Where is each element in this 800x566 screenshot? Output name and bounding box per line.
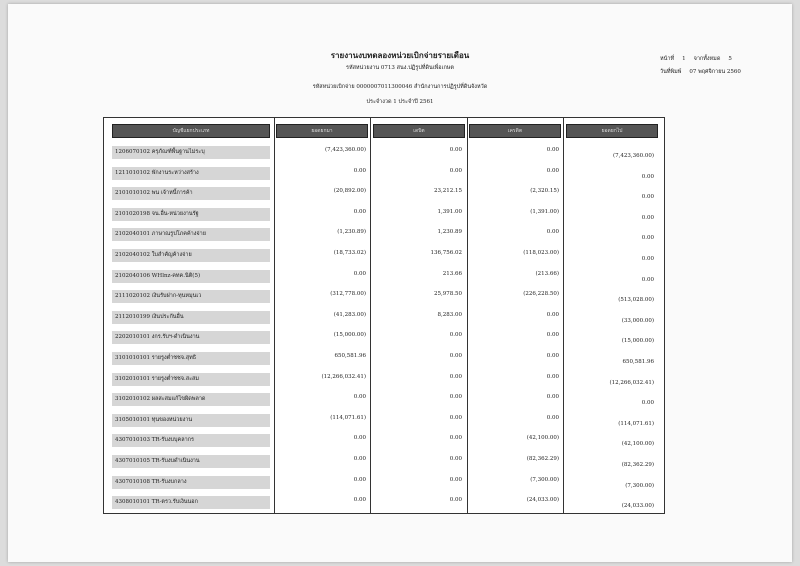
debit-cell: 213.66 bbox=[442, 270, 462, 277]
table-row bbox=[104, 247, 664, 267]
brought-forward-cell: (12,266,032.41) bbox=[321, 373, 366, 380]
debit-cell: 0.00 bbox=[449, 476, 462, 483]
table-row bbox=[104, 268, 664, 288]
credit-cell: 0.00 bbox=[546, 353, 559, 359]
credit-cell: (7,300.00) bbox=[530, 476, 559, 483]
brought-forward-cell: (1,230.89) bbox=[337, 229, 366, 236]
header-account: บัญชีแยกประเภท bbox=[112, 124, 270, 138]
credit-cell: 0.00 bbox=[546, 229, 559, 236]
account-cell: 3102010102 ผลสะสมแก้ไขผิดพลาด bbox=[112, 393, 270, 406]
credit-cell: (24,033.00) bbox=[526, 497, 559, 504]
table-row bbox=[104, 165, 664, 185]
account-cell: 2202010101 งกร.รับฯ-ดำเนินงาน bbox=[112, 331, 270, 344]
carried-forward-cell: (7,300.00) bbox=[625, 482, 654, 489]
account-cell: 1206070102 ครุภัณฑ์พื้นฐานไม่ระบุ bbox=[112, 146, 270, 159]
carried-forward-cell: 0.00 bbox=[641, 194, 654, 201]
credit-cell: (118,023.00) bbox=[523, 250, 559, 256]
credit-cell: (82,362.29) bbox=[526, 456, 559, 462]
brought-forward-cell: 0.00 bbox=[353, 497, 366, 504]
table-row bbox=[104, 144, 664, 164]
debit-cell: 0.00 bbox=[449, 373, 462, 380]
brought-forward-cell: (312,778.00) bbox=[330, 291, 366, 298]
brought-forward-cell: 0.00 bbox=[353, 270, 366, 277]
debit-cell: 0.00 bbox=[449, 394, 462, 401]
account-cell: 2102040106 WHlnz-คทค.นิติ(5) bbox=[112, 270, 270, 283]
debit-cell: 0.00 bbox=[449, 147, 462, 153]
credit-cell: 0.00 bbox=[546, 332, 559, 339]
table-row bbox=[104, 412, 664, 432]
brought-forward-cell: (15,000.00) bbox=[333, 332, 366, 339]
brought-forward-cell: 0.00 bbox=[353, 167, 366, 174]
report-title: รายงานงบทดลองหน่วยเบิกจ่ายรายเดือน bbox=[330, 50, 470, 60]
debit-cell: 0.00 bbox=[449, 332, 462, 339]
brought-forward-cell: (114,071.61) bbox=[330, 414, 366, 421]
table-row bbox=[104, 309, 664, 329]
page-number: 1 bbox=[682, 56, 686, 62]
credit-cell: 0.00 bbox=[546, 167, 559, 174]
debit-cell: 25,978.50 bbox=[434, 291, 462, 298]
carried-forward-cell: 0.00 bbox=[641, 256, 654, 262]
page-label: หน้าที่ bbox=[660, 56, 675, 62]
account-cell: 3101010101 รายรูงต่ำชชจ.สุทธิ bbox=[112, 352, 270, 365]
debit-cell: 0.00 bbox=[449, 353, 462, 359]
table-row bbox=[104, 371, 664, 391]
carried-forward-cell: (7,423,360.00) bbox=[612, 153, 654, 159]
credit-cell: (1,391.00) bbox=[530, 208, 559, 215]
credit-cell: (42,100.00) bbox=[526, 435, 559, 442]
trial-balance-table bbox=[103, 117, 665, 514]
brought-forward-cell: (7,423,360.00) bbox=[324, 147, 366, 153]
credit-cell: 0.00 bbox=[546, 373, 559, 380]
carried-forward-cell: (42,100.00) bbox=[621, 441, 654, 448]
account-cell: 4308010101 TR-ตรว.รับเงินนอก bbox=[112, 496, 270, 509]
table-row bbox=[104, 474, 664, 494]
page-total: 5 bbox=[728, 56, 732, 62]
brought-forward-cell: 0.00 bbox=[353, 476, 366, 483]
credit-cell: 0.00 bbox=[546, 394, 559, 401]
debit-cell: 0.00 bbox=[449, 414, 462, 421]
table-row bbox=[104, 206, 664, 226]
brought-forward-cell: 650,581.96 bbox=[334, 353, 366, 359]
account-cell: 1211010102 พักงานระหว่างสร้าง bbox=[112, 167, 270, 180]
account-cell: 4307010103 TR-รับงบบุคลากร bbox=[112, 434, 270, 447]
table-row bbox=[104, 432, 664, 452]
account-cell: 2111020102 เงินรับฝาก-ทุนหมุนเว bbox=[112, 290, 270, 303]
page-info bbox=[660, 53, 749, 79]
carried-forward-cell: 0.00 bbox=[641, 235, 654, 242]
carried-forward-cell: (114,071.61) bbox=[618, 420, 654, 427]
account-cell: 2112010199 เงินประกันอื่น bbox=[112, 311, 270, 324]
account-cell: 4307010108 TR-รับงบกลาง bbox=[112, 476, 270, 489]
header-carried-forward: ยอดยกไป bbox=[566, 124, 658, 138]
account-cell: 2102040102 ใบสำคัญค้างจ่าย bbox=[112, 249, 270, 262]
account-cell: 2101020198 จน.อื่น-หน่วยงานรัฐ bbox=[112, 208, 270, 221]
brought-forward-cell: (41,283.00) bbox=[333, 311, 366, 318]
brought-forward-cell: 0.00 bbox=[353, 208, 366, 215]
carried-forward-cell: (15,000.00) bbox=[621, 338, 654, 345]
brought-forward-cell: 0.00 bbox=[353, 435, 366, 442]
carried-forward-cell: 0.00 bbox=[641, 214, 654, 221]
carried-forward-cell: (513,028.00) bbox=[618, 297, 654, 304]
period-line: ประจำงวด 1 ประจำปี 2561 bbox=[366, 99, 434, 105]
debit-cell: 136,756.02 bbox=[430, 250, 462, 256]
carried-forward-cell: (82,362.29) bbox=[621, 462, 654, 468]
account-cell: 4307010105 TR-รับงบดำเนินงาน bbox=[112, 455, 270, 468]
credit-cell: (2,320.15) bbox=[530, 188, 559, 195]
print-date: 07 พฤศจิกายน 2560 bbox=[689, 69, 741, 75]
table-row bbox=[104, 391, 664, 411]
table-row bbox=[104, 288, 664, 308]
page-of-label: จากทั้งหมด bbox=[693, 56, 721, 62]
print-date-label: วันที่พิมพ์ bbox=[660, 69, 682, 75]
table-row bbox=[104, 350, 664, 370]
account-cell: 2102040101 ภาษาณรูปโภคค้างจ่าย bbox=[112, 228, 270, 241]
carried-forward-cell: (24,033.00) bbox=[621, 503, 654, 510]
debit-cell: 0.00 bbox=[449, 435, 462, 442]
carried-forward-cell: (12,266,032.41) bbox=[609, 379, 654, 386]
credit-cell: 0.00 bbox=[546, 147, 559, 153]
carried-forward-cell: 0.00 bbox=[641, 276, 654, 283]
credit-cell: 0.00 bbox=[546, 414, 559, 421]
table-row bbox=[104, 329, 664, 349]
debit-cell: 0.00 bbox=[449, 497, 462, 504]
table-row bbox=[104, 494, 664, 514]
disbursement-unit-line: รหัสหน่วยเบิกจ่าย 0000007011300046 สำนักงานการปฏิรูปที่ดินจังหวัด bbox=[312, 84, 488, 90]
debit-cell: 1,230.89 bbox=[437, 229, 462, 236]
account-cell: 3102010101 รายรูงต่ำชชจ.สะสม bbox=[112, 373, 270, 386]
account-cell: 2101010102 พน เจ้าหนี้การค้า bbox=[112, 187, 270, 200]
credit-cell: 0.00 bbox=[546, 311, 559, 318]
debit-cell: 1,391.00 bbox=[437, 208, 462, 215]
debit-cell: 23,212.15 bbox=[434, 188, 462, 195]
account-cell: 3105010101 ทุนของหน่วยงาน bbox=[112, 414, 270, 427]
carried-forward-cell: 650,581.96 bbox=[622, 359, 654, 365]
debit-cell: 0.00 bbox=[449, 456, 462, 462]
brought-forward-cell: (18,733.02) bbox=[333, 250, 366, 256]
brought-forward-cell: 0.00 bbox=[353, 456, 366, 462]
brought-forward-cell: 0.00 bbox=[353, 394, 366, 401]
agency-code-line: รหัสหน่วยงาน 0713 สนง.ปฏิรูปที่ดินเพื่อเกษต bbox=[345, 65, 454, 71]
debit-cell: 0.00 bbox=[449, 167, 462, 174]
header-debit: เดบิต bbox=[373, 124, 465, 138]
carried-forward-cell: (33,000.00) bbox=[621, 317, 654, 324]
credit-cell: (226,228.50) bbox=[523, 291, 559, 298]
carried-forward-cell: 0.00 bbox=[641, 400, 654, 407]
brought-forward-cell: (20,892.00) bbox=[333, 188, 366, 195]
header-credit: เครดิต bbox=[469, 124, 561, 138]
debit-cell: 8,283.00 bbox=[437, 311, 462, 318]
table-row bbox=[104, 453, 664, 473]
table-row bbox=[104, 185, 664, 205]
carried-forward-cell: 0.00 bbox=[641, 173, 654, 180]
header-brought-forward: ยอดยกมา bbox=[276, 124, 368, 138]
credit-cell: (213.66) bbox=[535, 270, 559, 277]
table-row bbox=[104, 226, 664, 246]
